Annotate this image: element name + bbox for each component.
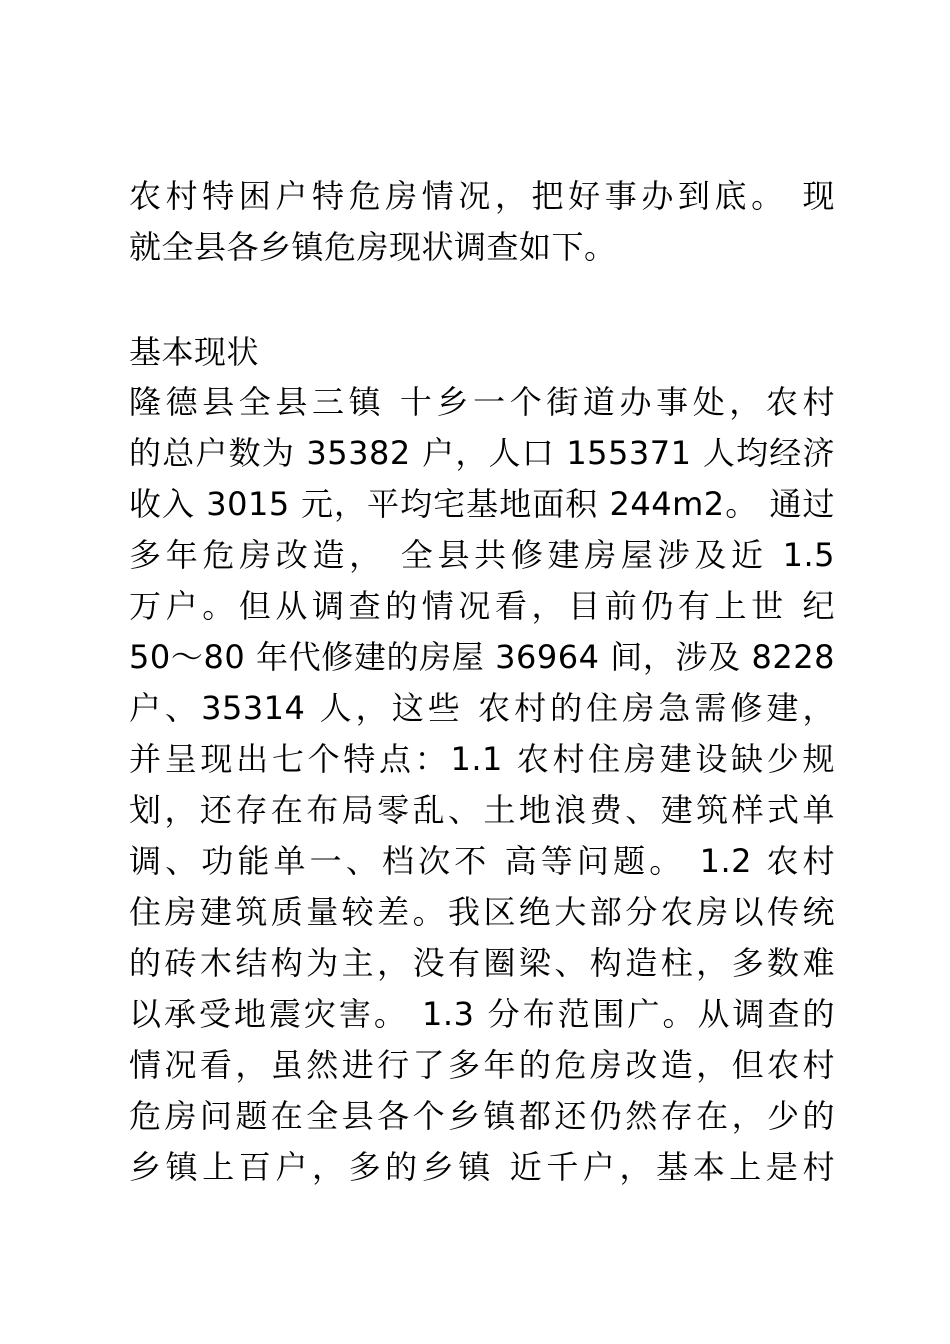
- text-line: 情况看，虽然进行了多年的危房改造，但农村: [129, 1046, 835, 1084]
- text-line: 乡镇上百户，多的乡镇 近千户，基本上是村: [129, 1148, 835, 1186]
- body-paragraph: [129, 377, 835, 1193]
- text-line: 以承受地震灾害。 1.3 分布范围广。从调查的: [129, 995, 835, 1033]
- text-line: 多年危房改造， 全县共修建房屋涉及近 1.5: [129, 536, 835, 574]
- text-line: 调、功能单一、档次不 高等问题。 1.2 农村: [129, 842, 835, 880]
- text-line: 万户。但从调查的情况看，目前仍有上世 纪: [129, 587, 835, 625]
- text-line: 50～80 年代修建的房屋 36964 间，涉及 8228: [129, 638, 835, 676]
- text-line: 户、35314 人，这些 农村的住房急需修建，: [129, 689, 835, 727]
- text-line: 的砖木结构为主，没有圈梁、构造柱，多数难: [129, 944, 835, 982]
- text-line: 农村特困户特危房情况，把好事办到底。 现: [129, 177, 835, 215]
- text-line: 并呈现出七个特点：1.1 农村住房建设缺少规: [129, 740, 835, 778]
- text-line: 危房问题在全县各个乡镇都还仍然存在，少的: [129, 1097, 835, 1135]
- text-line: 住房建筑质量较差。我区绝大部分农房以传统: [129, 893, 835, 931]
- text-line: 划，还存在布局零乱、土地浪费、建筑样式单: [129, 791, 835, 829]
- text-line: 收入 3015 元，平均宅基地面积 244m2。 通过: [129, 485, 835, 523]
- section-heading-text: 基本现状: [129, 333, 260, 371]
- text-line: 的总户数为 35382 户，人口 155371 人均经济: [129, 434, 835, 472]
- text-line: 就全县各乡镇危房现状调查如下。: [129, 228, 617, 266]
- intro-paragraph: [129, 171, 835, 273]
- text-line: 隆德县全县三镇 十乡一个街道办事处，农村: [129, 383, 835, 421]
- section-heading: [129, 327, 835, 378]
